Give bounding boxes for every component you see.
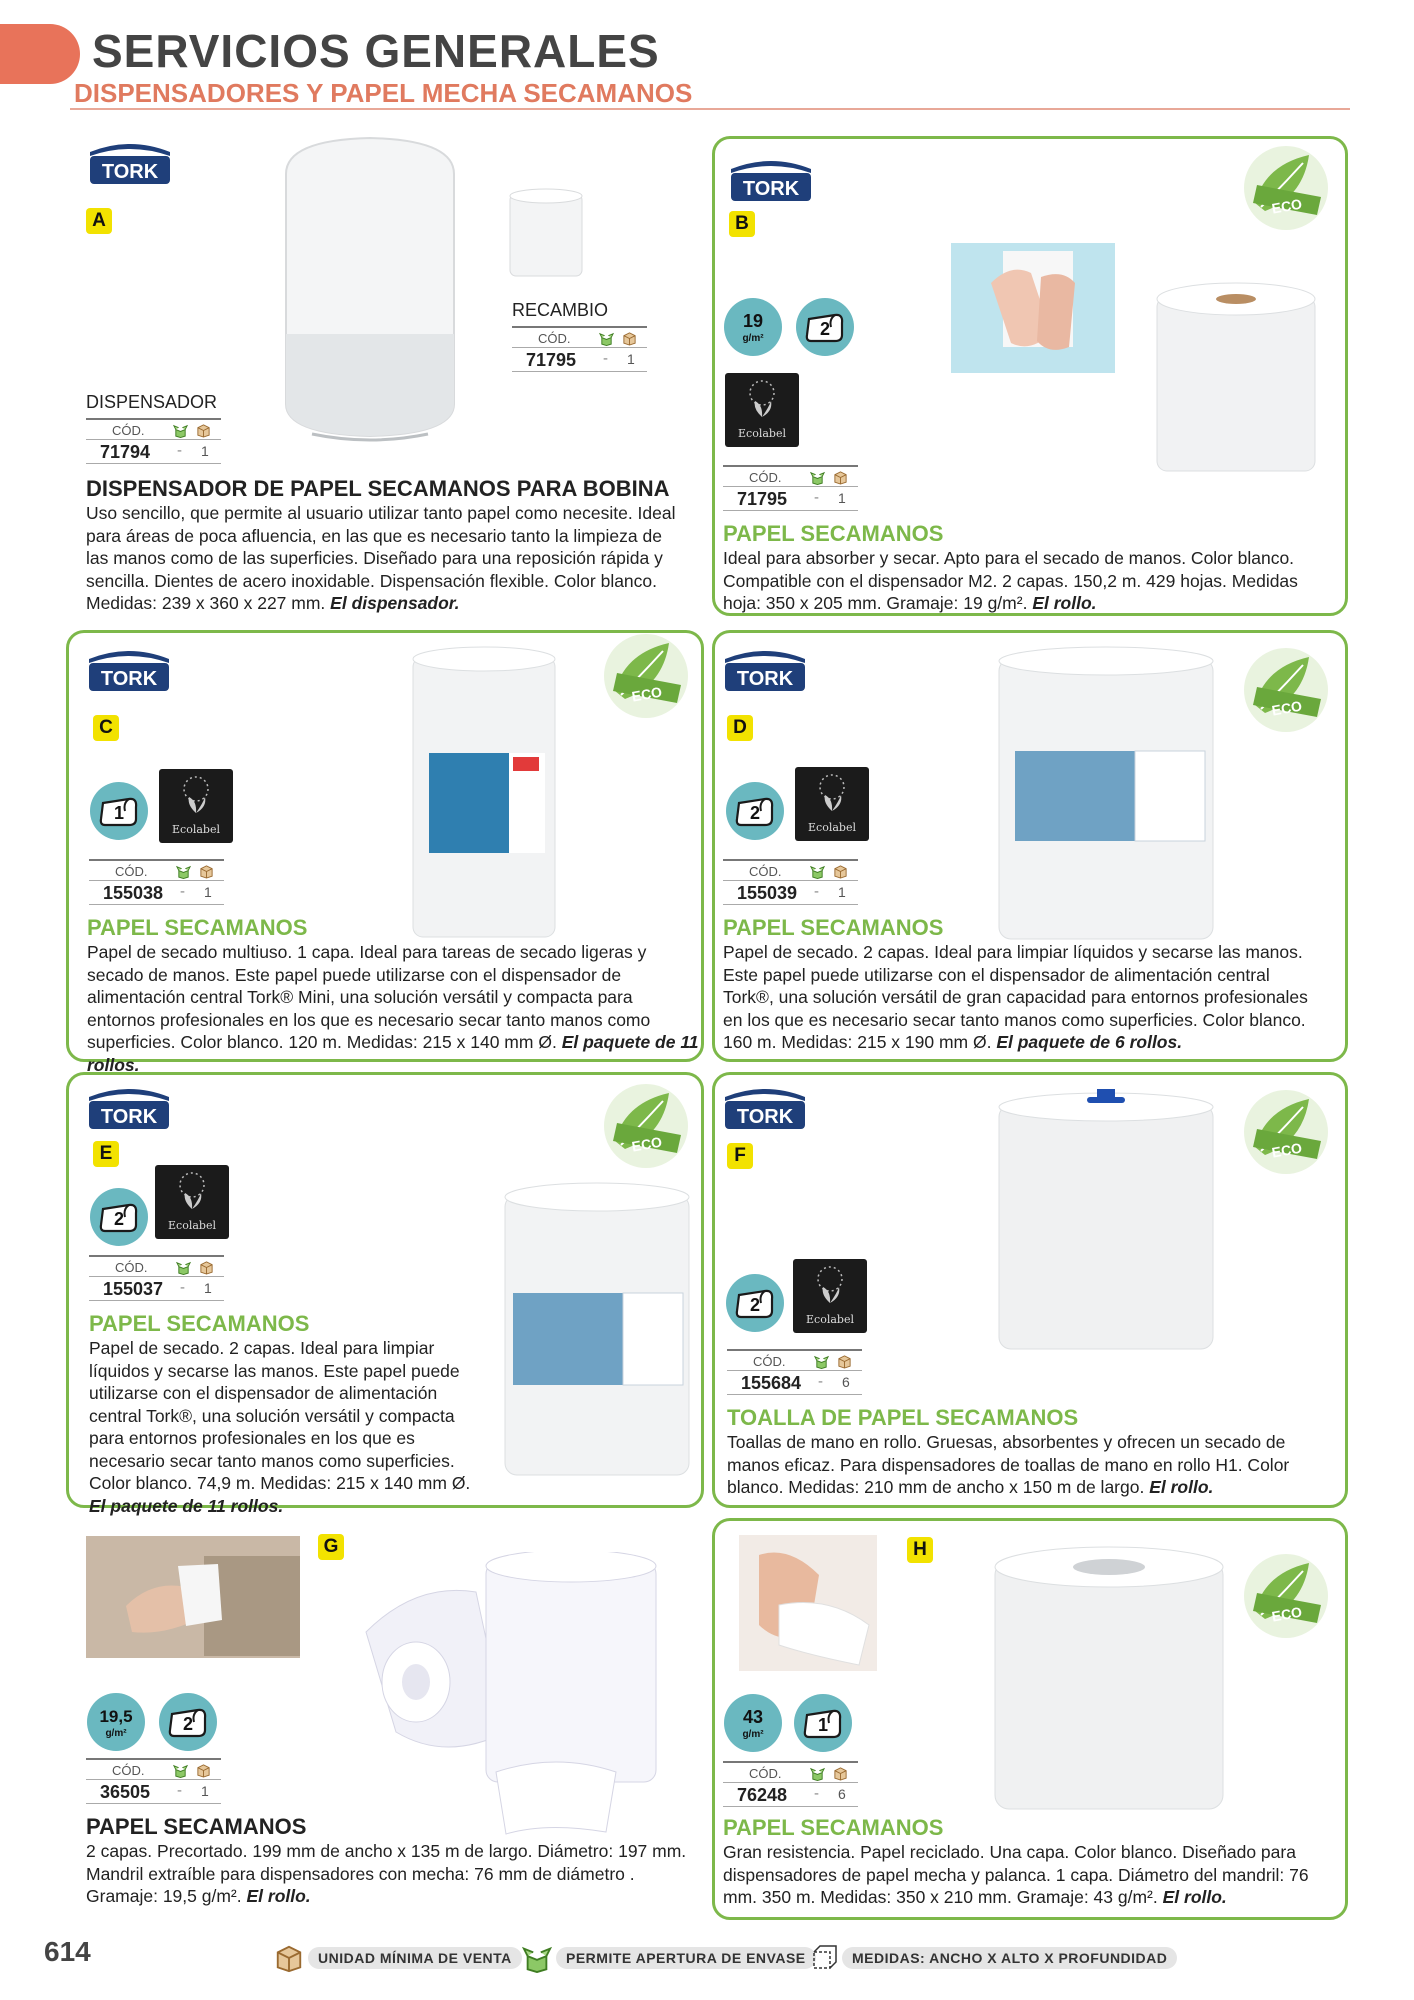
svg-text:ECO: ECO xyxy=(1270,1603,1304,1625)
cod-label: CÓD. xyxy=(112,423,145,438)
product-code: 76248 xyxy=(737,1785,788,1805)
product-code: 71795 xyxy=(737,489,788,509)
open-package-icon xyxy=(522,1943,552,1973)
product-description: Ideal para absorber y secar. Apto para el secado de manos. Color blanco. Compatible con el dispensador M2. 2 capas. 150,2 m. 429 hojas. Medidas hoja: 350 x 205 mm. Gramaje: 19 g/m². El rollo. xyxy=(723,548,1298,613)
product-card-d xyxy=(712,630,1348,1062)
svg-text:2: 2 xyxy=(113,1209,125,1229)
legend-measures-label: MEDIDAS: ANCHO X ALTO X PROFUNDIDAD xyxy=(842,1947,1177,1969)
ecolabel-icon xyxy=(793,1259,867,1333)
page-number: 614 xyxy=(44,1936,91,1967)
code-table: CÓD. 76248 - 6 xyxy=(723,1761,858,1807)
product-card-g xyxy=(66,1518,704,1918)
svg-text:ECO: ECO xyxy=(1270,1139,1304,1161)
product-code: 155684 xyxy=(741,1373,802,1393)
svg-text:TORK: TORK xyxy=(100,1106,158,1128)
tork-logo xyxy=(727,155,815,203)
open-package-icon xyxy=(810,864,825,879)
code-table: CÓD. 71795 - 1 xyxy=(723,465,858,511)
eco-leaf-icon xyxy=(1243,647,1329,733)
min-units: 1 xyxy=(627,351,635,367)
tork-logo xyxy=(85,1083,173,1131)
open-package-icon xyxy=(176,1260,191,1275)
tork-logo xyxy=(721,645,809,693)
product-card-c xyxy=(66,630,704,1075)
product-description: Toallas de mano en rollo. Gruesas, absorbentes y ofrecen un secado de manos eficaz. Para dispensadores de toallas de mano en rollo H1. Color blanco. Medidas: 210 mm de ancho x 150 m de largo. El rollo. xyxy=(727,1432,1290,1497)
sales-unit: El rollo. xyxy=(1149,1477,1214,1497)
svg-text:Ecolabel: Ecolabel xyxy=(172,823,220,836)
eco-leaf-icon xyxy=(603,633,689,719)
svg-text:19,5: 19,5 xyxy=(99,1707,133,1726)
ecolabel-icon xyxy=(159,769,233,843)
product-title: PAPEL SECAMANOS xyxy=(87,915,308,940)
svg-text:1: 1 xyxy=(113,803,125,823)
unit-box-icon xyxy=(199,1260,214,1275)
tork-logo xyxy=(85,645,173,693)
svg-text:TORK: TORK xyxy=(736,668,794,690)
paper-roll-image xyxy=(991,1545,1227,1813)
product-letter: H xyxy=(907,1537,933,1563)
product-letter: B xyxy=(729,211,755,237)
dispenser-label: DISPENSADOR xyxy=(86,392,218,412)
svg-text:TORK: TORK xyxy=(736,1106,794,1128)
code-table: CÓD. 36505 - 1 xyxy=(86,1758,221,1804)
sales-unit: El dispensador. xyxy=(330,593,460,613)
product-title: PAPEL SECAMANOS xyxy=(723,915,944,940)
unit-box-icon xyxy=(833,1766,848,1781)
cod-label: CÓD. xyxy=(753,1354,786,1369)
eco-leaf-icon xyxy=(1243,1553,1329,1639)
refill-roll-image xyxy=(506,186,586,284)
dispenser-image xyxy=(272,134,468,444)
weight-badge-icon xyxy=(86,1692,146,1752)
section-title: SERVICIOS GENERALES xyxy=(92,25,660,77)
unit-box-icon xyxy=(833,864,848,879)
eco-leaf-icon xyxy=(1243,1089,1329,1175)
product-title: DISPENSADOR DE PAPEL SECAMANOS PARA BOBINA xyxy=(86,476,670,501)
product-code: 71794 xyxy=(100,442,151,462)
svg-text:ECO: ECO xyxy=(1270,195,1304,217)
ecolabel-icon xyxy=(795,767,869,841)
ecolabel-icon xyxy=(155,1165,229,1239)
product-description: Papel de secado. 2 capas. Ideal para limpiar líquidos y secarse las manos. Este papel puede utilizarse con el dispensador de alimentación central Tork®, una solución versátil y compacta para entornos profesionales en los que es necesario secar tanto manos como superficies. Color blanco. 74,9 m. Medidas: 215 x 140 mm Ø. El paquete de 11 rollos. xyxy=(89,1338,471,1516)
open-package-icon xyxy=(173,1763,188,1778)
product-title: TOALLA DE PAPEL SECAMANOS xyxy=(727,1405,1079,1430)
min-units: 1 xyxy=(838,884,846,900)
svg-text:2: 2 xyxy=(749,1295,761,1315)
svg-text:Ecolabel: Ecolabel xyxy=(168,1219,216,1232)
svg-text:Ecolabel: Ecolabel xyxy=(738,427,786,440)
sales-unit: El paquete de 11 rollos. xyxy=(87,1032,699,1075)
header-divider xyxy=(70,108,1350,110)
open-package-icon xyxy=(176,864,191,879)
refill-label: RECAMBIO xyxy=(512,300,609,320)
svg-text:Ecolabel: Ecolabel xyxy=(806,1313,854,1326)
paper-roll-image xyxy=(995,1089,1217,1353)
cod-label: CÓD. xyxy=(538,331,571,346)
svg-text:g/m²: g/m² xyxy=(742,1729,764,1740)
code-table: CÓD. 155684 - 6 xyxy=(727,1349,862,1395)
product-code: 155039 xyxy=(737,883,798,903)
plies-badge-icon xyxy=(725,1273,785,1333)
cod-label: CÓD. xyxy=(749,1766,782,1781)
legend-min-unit-label: UNIDAD MÍNIMA DE VENTA xyxy=(308,1947,522,1969)
plies-badge-icon xyxy=(158,1692,218,1752)
cod-label: CÓD. xyxy=(115,864,148,879)
svg-text:2: 2 xyxy=(819,319,831,339)
eco-leaf-icon xyxy=(1243,145,1329,231)
product-title: PAPEL SECAMANOS xyxy=(86,1814,307,1839)
paper-roll-image xyxy=(1151,279,1321,479)
product-title: PAPEL SECAMANOS xyxy=(89,1311,310,1336)
section-subtitle: DISPENSADORES Y PAPEL MECHA SECAMANOS xyxy=(74,78,693,108)
min-units: 1 xyxy=(838,490,846,506)
legend-measures xyxy=(810,1944,1177,1972)
product-card-e xyxy=(66,1072,704,1516)
product-description: Papel de secado. 2 capas. Ideal para limpiar líquidos y secarse las manos. Este papel puede utilizarse con el dispensador de alimentación central Tork®, una solución versátil de gran capacidad para entornos profesionales en los que es necesario secar tanto manos como superficies. Color blanco. 160 m. Medidas: 215 x 190 mm Ø. El paquete de 6 rollos. xyxy=(723,942,1308,1052)
sales-unit: El rollo. xyxy=(1162,1887,1227,1907)
plies-badge-icon xyxy=(89,781,149,841)
tork-logo xyxy=(721,1083,809,1131)
cod-label: CÓD. xyxy=(749,470,782,485)
paper-roll-image xyxy=(501,1179,693,1479)
unit-box-icon xyxy=(622,331,637,346)
paper-rolls-image xyxy=(356,1552,676,1838)
svg-text:g/m²: g/m² xyxy=(742,333,764,344)
svg-text:g/m²: g/m² xyxy=(105,1728,127,1739)
product-code: 71795 xyxy=(526,350,577,370)
product-description: Uso sencillo, que permite al usuario utilizar tanto papel como necesite. Ideal para áreas de poca afluencia, en las que es necesario tanto la limpieza de las manos como de las superficies. Diseñado para una reposición rápida y sencilla. Dientes de acero inoxidable. Dispensación flexible. Color blanco. Medidas: 239 x 360 x 227 mm. El dispensador. xyxy=(86,503,676,613)
product-letter: F xyxy=(727,1143,753,1169)
svg-text:ECO: ECO xyxy=(630,1133,664,1155)
unit-box-icon xyxy=(196,423,211,438)
product-code: 155037 xyxy=(103,1279,164,1299)
hands-towel-image xyxy=(739,1535,877,1671)
dimensions-icon xyxy=(810,1944,838,1972)
svg-text:19: 19 xyxy=(742,311,764,331)
sales-unit: El rollo. xyxy=(246,1886,311,1906)
plies-badge-icon xyxy=(725,781,785,841)
svg-text:1: 1 xyxy=(817,1715,829,1735)
open-package-icon xyxy=(810,470,825,485)
code-table: CÓD. 155038 - 1 xyxy=(89,859,224,905)
unit-box-icon xyxy=(837,1354,852,1369)
sales-unit: El paquete de 11 rollos. xyxy=(89,1495,284,1516)
svg-text:ECO: ECO xyxy=(630,683,664,705)
hands-drying-image xyxy=(951,243,1115,373)
plies-badge-icon xyxy=(793,1693,853,1753)
code-table: CÓD. 155037 - 1 xyxy=(89,1255,224,1301)
open-package-icon xyxy=(599,331,614,346)
hand-towel-dispenser-image xyxy=(86,1536,300,1658)
sales-unit: El rollo. xyxy=(1032,593,1097,613)
svg-text:Ecolabel: Ecolabel xyxy=(808,821,856,834)
product-description: Papel de secado multiuso. 1 capa. Ideal para tareas de secado ligeras y secado de manos. Este papel puede utilizarse con el dispensador de alimentación central Tork® Mini, una solución versátil y compacta para entornos profesionales en los que es necesario secar tanto manos como superficies. Color blanco. 120 m. Medidas: 215 x 140 mm Ø. El paquete de 11 rollos. xyxy=(87,942,699,1075)
paper-roll-image xyxy=(995,643,1217,943)
product-description: 2 capas. Precortado. 199 mm de ancho x 135 m de largo. Diámetro: 197 mm. Mandril extraíble para dispensadores con mecha: 76 mm de diámetro . Gramaje: 19,5 g/m². El rollo. xyxy=(86,1841,687,1906)
min-units: 1 xyxy=(201,1783,209,1799)
unit-box-icon xyxy=(274,1943,304,1973)
product-description: Gran resistencia. Papel reciclado. Una capa. Color blanco. Diseñado para dispensadores de papel mecha y palanca. 1 capa. Diámetro del mandril: 76 mm. 350 m. Medidas: 350 x 210 mm. Gramaje: 43 g/m². El rollo. xyxy=(723,1842,1309,1907)
product-code: 155038 xyxy=(103,883,164,903)
paper-roll-image xyxy=(409,643,559,943)
cod-label: CÓD. xyxy=(112,1763,145,1778)
svg-text:ECO: ECO xyxy=(1270,697,1304,719)
code-table: CÓD. 155039 - 1 xyxy=(723,859,858,905)
open-package-icon xyxy=(173,423,188,438)
product-card-a xyxy=(70,128,704,618)
unit-box-icon xyxy=(833,470,848,485)
product-letter: E xyxy=(93,1141,119,1167)
unit-box-icon xyxy=(196,1763,211,1778)
tork-logo xyxy=(86,138,174,186)
legend-open-package xyxy=(522,1944,816,1972)
product-title: PAPEL SECAMANOS xyxy=(723,1815,944,1840)
svg-text:TORK: TORK xyxy=(742,178,800,200)
min-units: 6 xyxy=(842,1374,850,1390)
product-title: PAPEL SECAMANOS xyxy=(723,521,944,546)
plies-badge-icon xyxy=(89,1187,149,1247)
refill-code-table: CÓD. 71795 - 1 xyxy=(512,326,647,372)
product-card-b xyxy=(712,136,1348,616)
product-letter: C xyxy=(93,715,119,741)
cod-label: CÓD. xyxy=(749,864,782,879)
svg-text:2: 2 xyxy=(749,803,761,823)
sales-unit: El paquete de 6 rollos. xyxy=(996,1032,1183,1052)
section-tab xyxy=(0,24,80,84)
product-letter: D xyxy=(727,715,753,741)
svg-text:TORK: TORK xyxy=(101,161,159,183)
svg-text:TORK: TORK xyxy=(100,668,158,690)
product-card-f xyxy=(712,1072,1348,1508)
svg-text:2: 2 xyxy=(182,1714,194,1734)
product-letter: A xyxy=(86,208,112,234)
eco-leaf-icon xyxy=(603,1083,689,1169)
legend-min-unit xyxy=(274,1944,522,1972)
product-card-h xyxy=(712,1518,1348,1920)
weight-badge-icon xyxy=(723,1693,783,1753)
dispenser-code-table: CÓD. 71794 - 1 xyxy=(86,418,221,464)
product-code: 36505 xyxy=(100,1782,151,1802)
product-letter: G xyxy=(318,1534,344,1560)
ecolabel-icon xyxy=(725,373,799,447)
open-package-icon xyxy=(810,1766,825,1781)
plies-badge-icon xyxy=(795,297,855,357)
legend-open-package-label: PERMITE APERTURA DE ENVASE xyxy=(556,1947,816,1969)
svg-text:43: 43 xyxy=(742,1707,764,1727)
cod-label: CÓD. xyxy=(115,1260,148,1275)
weight-badge-icon xyxy=(723,297,783,357)
min-units: 1 xyxy=(201,443,209,459)
min-units: 6 xyxy=(838,1786,846,1802)
unit-box-icon xyxy=(199,864,214,879)
min-units: 1 xyxy=(204,884,212,900)
open-package-icon xyxy=(814,1354,829,1369)
min-units: 1 xyxy=(204,1280,212,1296)
